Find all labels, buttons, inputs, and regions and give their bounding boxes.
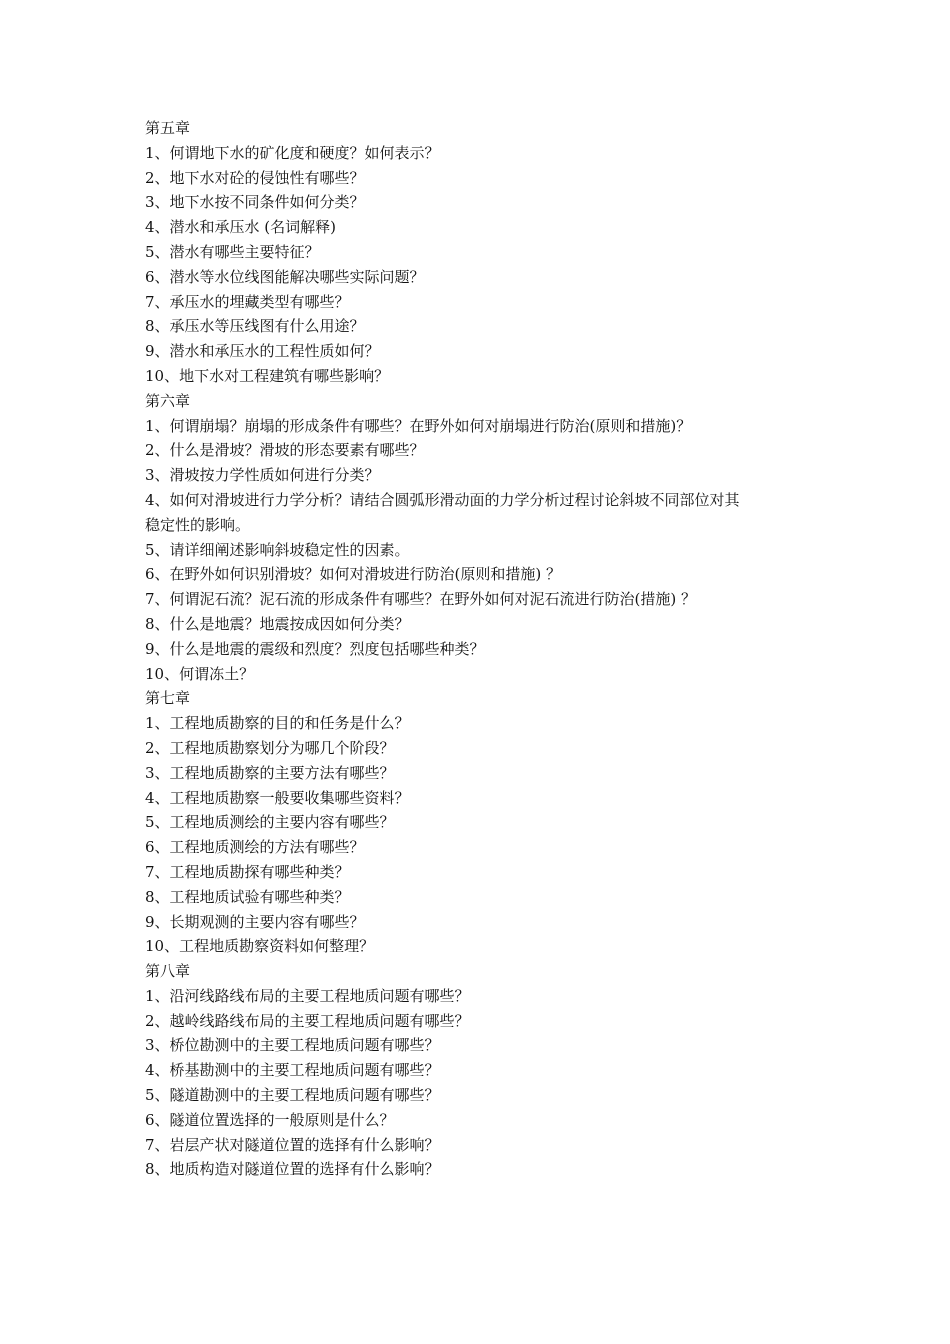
- question-item: 8、地质构造对隧道位置的选择有什么影响？: [145, 1160, 440, 1179]
- question-item: 1、何谓崩塌？崩塌的形成条件有哪些？在野外如何对崩塌进行防治(原则和措施)？: [145, 416, 692, 435]
- question-item: 3、工程地质勘察的主要方法有哪些？: [145, 763, 395, 782]
- question-item: 7、岩层产状对隧道位置的选择有什么影响？: [145, 1135, 440, 1154]
- question-item: 2、越岭线路线布局的主要工程地质问题有哪些？: [145, 1011, 470, 1030]
- question-item: 2、工程地质勘察划分为哪几个阶段？: [145, 738, 395, 757]
- question-item: 10、何谓冻土？: [145, 664, 255, 683]
- question-item: 6、隧道位置选择的一般原则是什么？: [145, 1110, 395, 1129]
- chapter-heading: 第八章: [145, 962, 191, 981]
- question-item: 3、滑坡按力学性质如何进行分类？: [145, 466, 380, 485]
- question-item: 7、工程地质勘探有哪些种类？: [145, 862, 350, 881]
- question-item: 10、地下水对工程建筑有哪些影响？: [145, 366, 390, 385]
- question-item: 3、桥位勘测中的主要工程地质问题有哪些？: [145, 1036, 440, 1055]
- question-item: 5、请详细阐述影响斜坡稳定性的因素。: [145, 540, 410, 559]
- question-item: 1、沿河线路线布局的主要工程地质问题有哪些？: [145, 986, 470, 1005]
- question-item: 5、工程地质测绘的主要内容有哪些？: [145, 813, 395, 832]
- question-item: 7、何谓泥石流？泥石流的形成条件有哪些？在野外如何对泥石流进行防治(措施) ？: [145, 590, 697, 609]
- question-item: 6、潜水等水位线图能解决哪些实际问题？: [145, 267, 425, 286]
- question-item: 2、什么是滑坡？滑坡的形态要素有哪些？: [145, 441, 425, 460]
- question-item: 4、桥基勘测中的主要工程地质问题有哪些？: [145, 1061, 440, 1080]
- question-item: 9、什么是地震的震级和烈度？烈度包括哪些种类？: [145, 639, 485, 658]
- question-item: 8、承压水等压线图有什么用途？: [145, 317, 365, 336]
- question-item: 10、工程地质勘察资料如何整理？: [145, 937, 375, 956]
- question-item: 8、什么是地震？地震按成因如何分类？: [145, 614, 410, 633]
- question-item: 3、地下水按不同条件如何分类？: [145, 193, 365, 212]
- question-item: 6、工程地质测绘的方法有哪些？: [145, 838, 365, 857]
- question-item: 1、何谓地下水的矿化度和硬度？如何表示？: [145, 143, 440, 162]
- question-item: 4、工程地质勘察一般要收集哪些资料？: [145, 788, 410, 807]
- question-item-continuation: 稳定性的影响。: [145, 515, 251, 534]
- question-item: 8、工程地质试验有哪些种类？: [145, 887, 350, 906]
- document-page: [145, 116, 825, 1182]
- question-item: 6、在野外如何识别滑坡？如何对滑坡进行防治(原则和措施) ？: [145, 565, 562, 584]
- question-item: 4、潜水和承压水 (名词解释): [145, 218, 337, 237]
- question-item: 5、潜水有哪些主要特征？: [145, 242, 320, 261]
- question-item: 4、如何对滑坡进行力学分析？请结合圆弧形滑动面的力学分析过程讨论斜坡不同部位对其: [145, 490, 740, 509]
- question-item: 7、承压水的埋藏类型有哪些？: [145, 292, 350, 311]
- question-item: 2、地下水对砼的侵蚀性有哪些？: [145, 168, 365, 187]
- question-item: 1、工程地质勘察的目的和任务是什么？: [145, 714, 410, 733]
- question-item: 9、潜水和承压水的工程性质如何？: [145, 342, 380, 361]
- question-item: 9、长期观测的主要内容有哪些？: [145, 912, 365, 931]
- question-item: 5、隧道勘测中的主要工程地质问题有哪些？: [145, 1086, 440, 1105]
- chapter-heading: 第六章: [145, 391, 191, 410]
- chapter-heading: 第五章: [145, 119, 191, 137]
- chapter-heading: 第七章: [145, 689, 191, 708]
